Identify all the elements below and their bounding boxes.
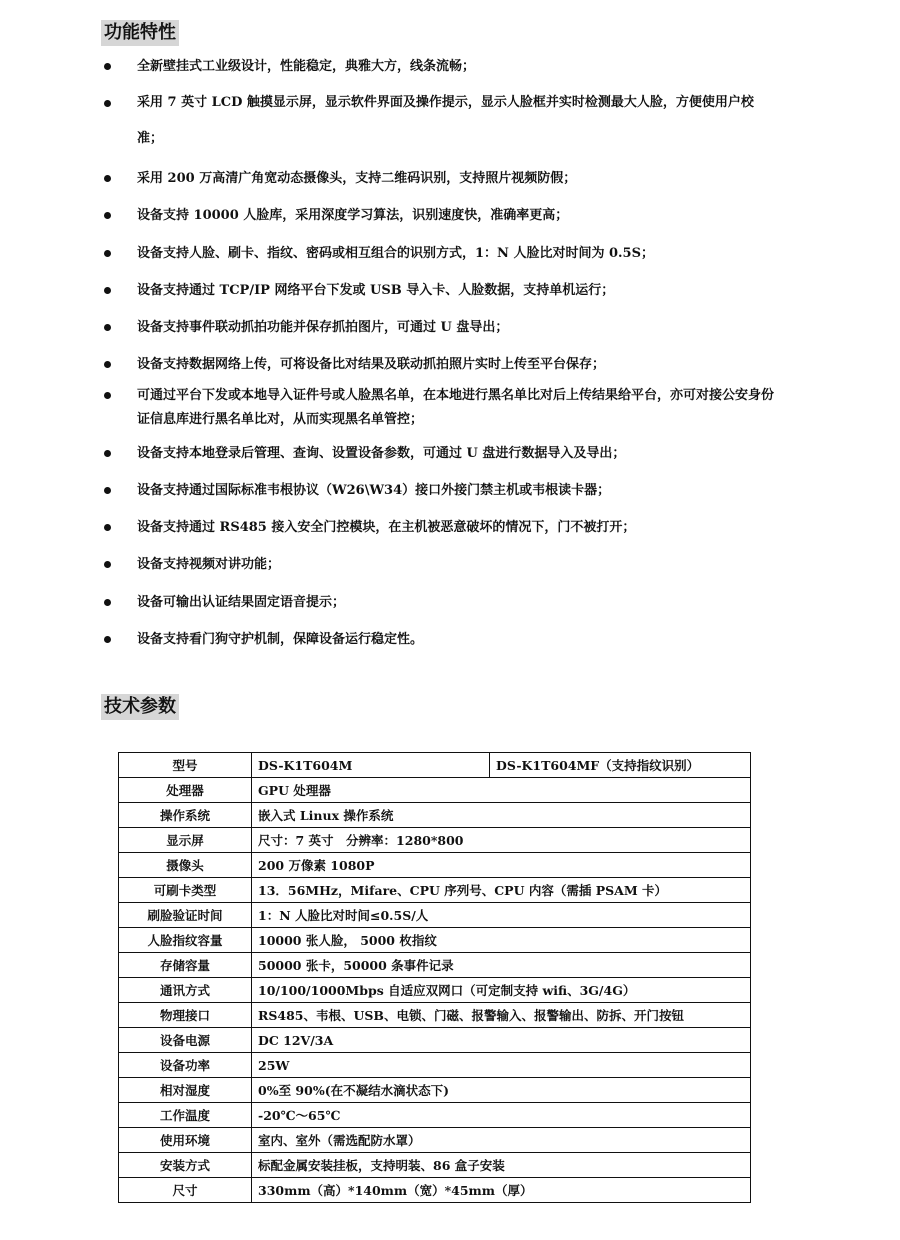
table-row [119,978,751,1003]
bullet-icon [104,175,111,182]
spec-value: 1：N 人脸比对时间≤0.5S/人 [252,903,751,928]
bullet-icon [104,561,111,568]
table-row [119,853,751,878]
table-row [119,1003,751,1028]
table-row [119,1153,751,1178]
feature-text: 设备支持本地登录后管理、查询、设置设备参数，可通过 U 盘进行数据导入及导出； [137,446,626,461]
table-row [119,953,751,978]
feature-text: 设备支持事件联动抓拍功能并保存抓拍图片，可通过 U 盘导出； [137,320,509,335]
bullet-icon [104,250,111,257]
bullet-icon [104,287,111,294]
table-row [119,1028,751,1053]
bullet-icon [104,636,111,643]
spec-table [118,752,751,1203]
spec-value: -20℃～65℃ [252,1103,751,1128]
spec-value: 13．56MHz，Mifare、CPU 序列号、CPU 内容（需插 PSAM 卡） [252,878,751,903]
spec-label: 型号 [119,753,252,778]
spec-label: 摄像头 [119,853,252,878]
table-row [119,1078,751,1103]
bullet-icon [104,392,111,399]
spec-value: 200 万像素 1080P [252,853,751,878]
table-row [119,1128,751,1153]
feature-text: 采用 200 万高清广角宽动态摄像头，支持二维码识别，支持照片视频防假； [137,171,577,186]
spec-label: 处理器 [119,778,252,803]
spec-label: 人脸指纹容量 [119,928,252,953]
table-row [119,828,751,853]
spec-value: 室内、室外（需选配防水罩） [252,1128,751,1153]
spec-value: 尺寸：7 英寸 分辨率：1280*800 [252,828,751,853]
spec-value: 25W [252,1053,751,1078]
spec-label: 存储容量 [119,953,252,978]
spec-value: 50000 张卡，50000 条事件记录 [252,953,751,978]
feature-text: 设备支持 10000 人脸库，采用深度学习算法，识别速度快，准确率更高； [137,208,569,223]
spec-value: DC 12V/3A [252,1028,751,1053]
table-row [119,778,751,803]
table-row [119,753,751,778]
spec-value: 0%至 90%(在不凝结水滴状态下) [252,1078,751,1103]
feature-text: 采用 7 英寸 LCD 触摸显示屏，显示软件界面及操作提示，显示人脸框并实时检测最大人脸，方便使用户校准； [137,95,754,146]
spec-label: 可刷卡类型 [119,878,252,903]
spec-label: 显示屏 [119,828,252,853]
spec-label: 操作系统 [119,803,252,828]
feature-text: 设备支持通过 RS485 接入安全门控模块，在主机被恶意破坏的情况下，门不被打开； [137,520,636,535]
spec-value: GPU 处理器 [252,778,751,803]
spec-label: 使用环境 [119,1128,252,1153]
table-row [119,878,751,903]
bullet-icon [104,524,111,531]
spec-value: RS485、韦根、USB、电锁、门磁、报警输入、报警输出、防拆、开门按钮 [252,1003,751,1028]
spec-value: 10/100/1000Mbps 自适应双网口（可定制支持 wifi、3G/4G） [252,978,751,1003]
table-row [119,1178,751,1203]
spec-label: 安装方式 [119,1153,252,1178]
feature-text: 设备支持人脸、刷卡、指纹、密码或相互组合的识别方式，1：N 人脸比对时间为 0.5S； [137,246,654,261]
spec-value: 标配金属安装挂板，支持明装、86 盒子安装 [252,1153,751,1178]
bullet-icon [104,212,111,219]
spec-label: 通讯方式 [119,978,252,1003]
bullet-icon [104,361,111,368]
table-row [119,903,751,928]
feature-text: 全新壁挂式工业级设计，性能稳定，典雅大方，线条流畅； [137,59,476,74]
bullet-icon [104,324,111,331]
table-row [119,1103,751,1128]
bullet-icon [104,100,111,107]
feature-text: 设备支持看门狗守护机制，保障设备运行稳定性。 [137,632,424,647]
feature-text: 可通过平台下发或本地导入证件号或人脸黑名单，在本地进行黑名单比对后上传结果给平台，亦可对接公安身份证信息库进行黑名单比对，从而实现黑名单管控； [137,388,775,427]
spec-label: 尺寸 [119,1178,252,1203]
bullet-icon [104,450,111,457]
spec-label: 设备电源 [119,1028,252,1053]
spec-label: 刷脸验证时间 [119,903,252,928]
spec-value: DS-K1T604M [252,753,490,778]
spec-label: 物理接口 [119,1003,252,1028]
bullet-icon [104,599,111,606]
table-row [119,1053,751,1078]
spec-label: 相对湿度 [119,1078,252,1103]
table-row [119,928,751,953]
spec-value: DS-K1T604MF（支持指纹识别） [490,753,751,778]
feature-text: 设备可输出认证结果固定语音提示； [137,595,346,610]
bullet-icon [104,487,111,494]
spec-value: 330mm（高）*140mm（宽）*45mm（厚） [252,1178,751,1203]
specs-heading: 技术参数 [101,694,179,720]
spec-label: 设备功率 [119,1053,252,1078]
feature-text: 设备支持数据网络上传，可将设备比对结果及联动抓拍照片实时上传至平台保存； [137,357,606,372]
feature-text: 设备支持通过国际标准韦根协议（W26\W34）接口外接门禁主机或韦根读卡器； [137,483,611,498]
spec-label: 工作温度 [119,1103,252,1128]
feature-text: 设备支持视频对讲功能； [137,557,281,572]
bullet-icon [104,63,111,70]
features-heading: 功能特性 [101,20,179,46]
spec-value: 10000 张人脸， 5000 枚指纹 [252,928,751,953]
table-row [119,803,751,828]
spec-value: 嵌入式 Linux 操作系统 [252,803,751,828]
feature-text: 设备支持通过 TCP/IP 网络平台下发或 USB 导入卡、人脸数据，支持单机运行； [137,283,615,298]
